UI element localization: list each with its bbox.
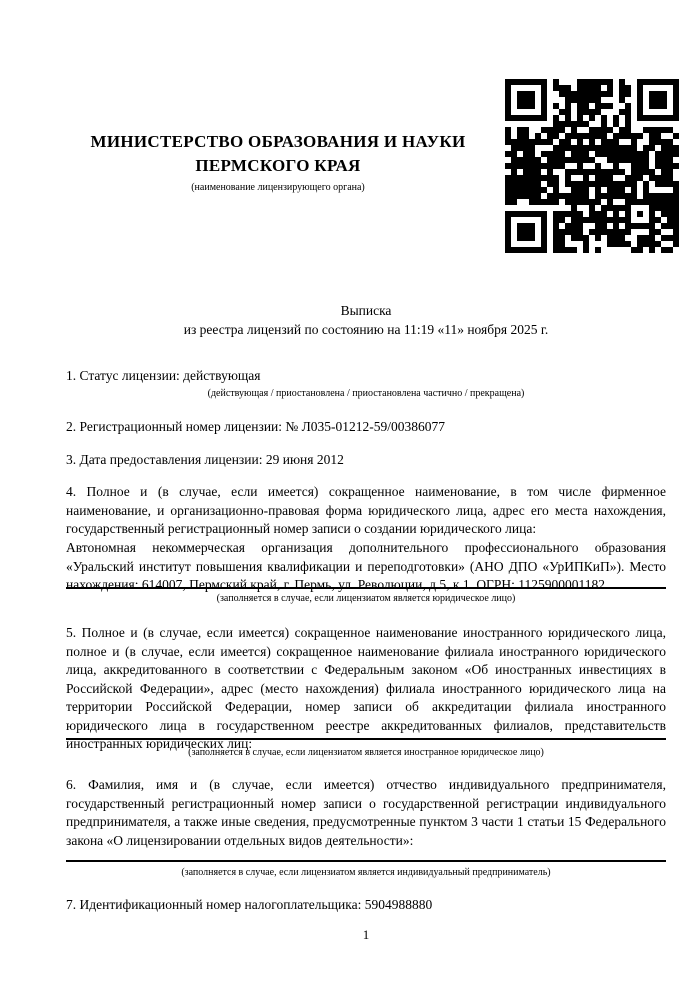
item4-caption: (заполняется в случае, если лицензиатом является юридическое лицо) bbox=[216, 593, 516, 604]
item6-fill-line bbox=[66, 860, 666, 862]
item4-label: 4. Полное и (в случае, если имеется) сокращенное наименование, в том числе фирменное наименование, и организационно-правовая форма юридического лица, адрес его места нахождения, государственный регистрационный номер записи о создании юридического лица: bbox=[66, 484, 666, 536]
item6-caption: (заполняется в случае, если лицензиатом является индивидуальный предприниматель) bbox=[181, 867, 551, 878]
item6-entrepreneur: 6. Фамилия, имя и (в случае, если имеется) отчество индивидуального предпринимателя, государственный регистрационный номер записи о государственной регистрации индивидуального предпринимателя, а также иные сведения, предусмотренные пунктом 3 части 1 статьи 15 Федерального закона «О лицензировании отдельных видов деятельности»: bbox=[66, 777, 666, 848]
document-title bbox=[66, 301, 666, 339]
item7-taxpayer-number: 7. Идентификационный номер налогоплательщика: 5904988880 bbox=[66, 897, 433, 912]
item1-status: 1. Статус лицензии: действующая bbox=[66, 368, 261, 383]
item5-caption: (заполняется в случае, если лицензиатом является иностранное юридическое лицо) bbox=[188, 747, 544, 758]
item5-fill-line bbox=[66, 738, 666, 740]
item2-registration-number: 2. Регистрационный номер лицензии: № Л035-01212-59/00386077 bbox=[66, 419, 446, 434]
item1-caption: (действующая / приостановлена / приостановлена частично / прекращена) bbox=[207, 388, 525, 399]
ministry-name-line2: ПЕРМСКОГО КРАЯ bbox=[195, 156, 361, 175]
ministry-name-line1: МИНИСТЕРСТВО ОБРАЗОВАНИЯ И НАУКИ bbox=[90, 132, 466, 151]
title-line1: Выписка bbox=[340, 303, 392, 318]
ministry-name-caption: (наименование лицензирующего органа) bbox=[191, 182, 365, 193]
page-number: 1 bbox=[362, 927, 370, 942]
document-content bbox=[66, 0, 666, 989]
item4-legal-entity-value: Автономная некоммерческая организация дополнительного профессионального образования «Уральский институт повышения квалификации и переподготовки» (АНО ДПО «УрИПКиП»). Место нахождения: 614007, Пермский край, г. Пермь, ул. Революции, д.5, к.1. ОГРН: 1125900001182. bbox=[66, 540, 666, 592]
item3-license-date: 3. Дата предоставления лицензии: 29 июня 2012 bbox=[66, 452, 344, 467]
licensing-authority-header bbox=[66, 130, 490, 194]
item4-fill-line bbox=[66, 587, 666, 589]
item5-foreign-entity: 5. Полное и (в случае, если имеется) сокращенное наименование иностранного юридического лица, полное и (в случае, если имеется) сокращенное наименование филиала иностранного юридического лица, аккредитованного в соответствии с Федеральным законом «Об иностранных инвестициях в Российской Федерации», адрес (место нахождения) филиала иностранного юридического лица на территории Российской Федерации, номер записи об аккредитации филиала иностранного юридического лица в государственном реестре аккредитованных филиалов, представительств иностранных юридических лиц: bbox=[66, 625, 666, 751]
item4-legal-entity bbox=[66, 483, 666, 539]
title-line2: из реестра лицензий по состоянию на 11:19 «11» ноября 2025 г. bbox=[183, 322, 549, 337]
